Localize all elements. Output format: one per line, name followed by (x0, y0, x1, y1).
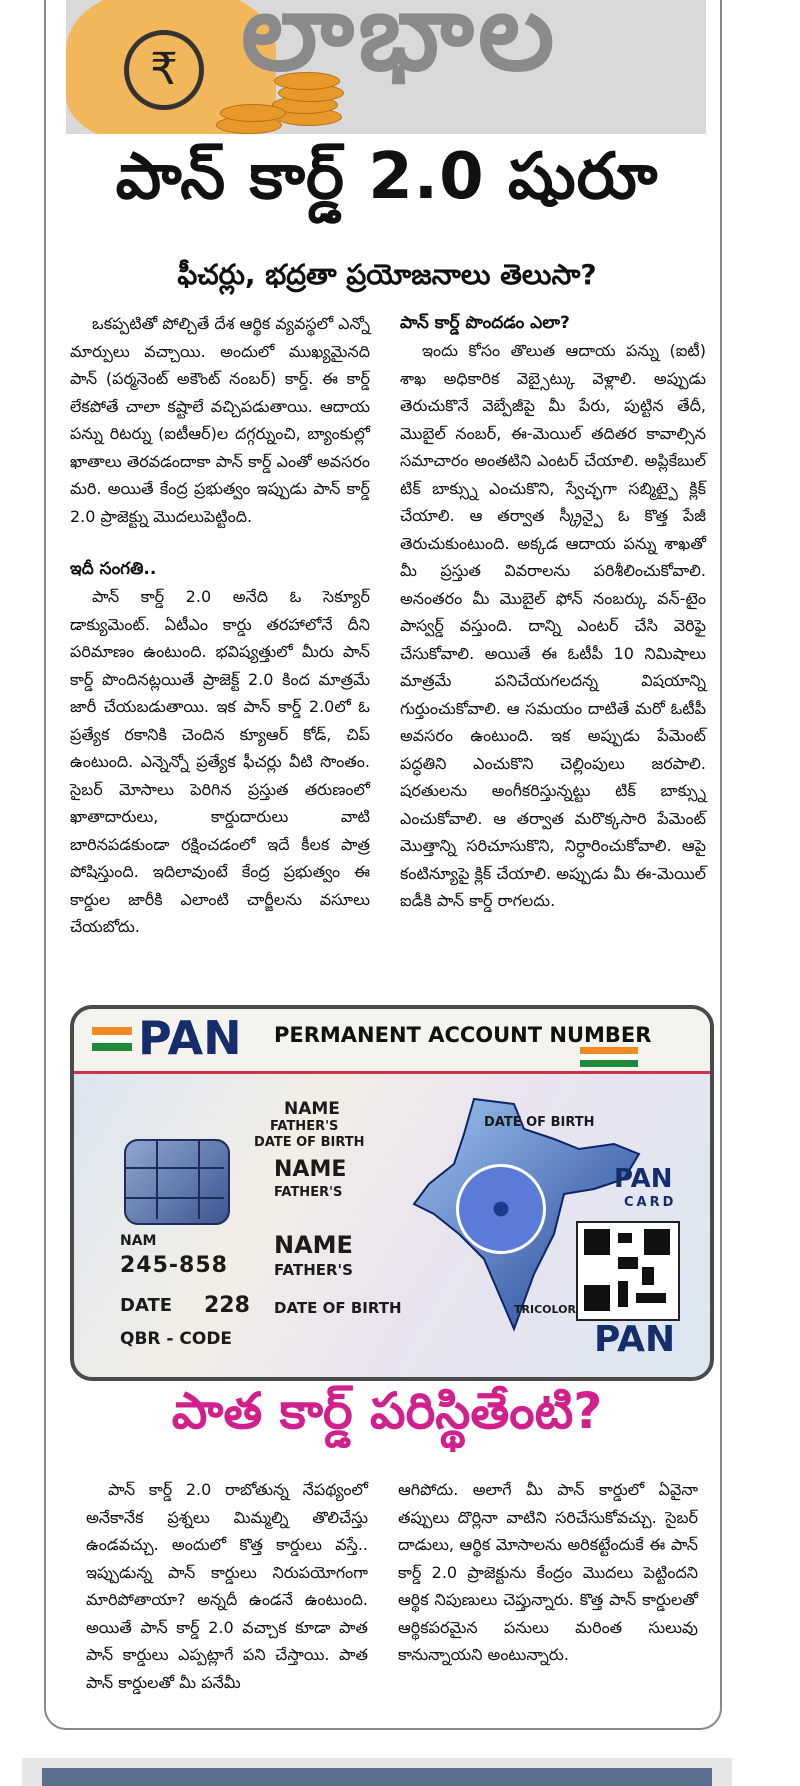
intro-paragraph: ఒకప్పటితో పోల్చితే దేశ ఆర్థిక వ్యవస్థలో ఎన్నో మార్పులు వచ్చాయి. అందులో ముఖ్యమైనది పాన్ (పర్మనెంట్ అకౌంట్ నంబర్) కార్డ్. ఈ కార్డ్ లేకపోతే చాలా కష్టాలే వచ్చిపడుతాయి. ఆదాయ పన్ను రిటర్ను (ఐటీఆర్)ల దగ్గర్నుంచి, బ్యాంకుల్లో ఖాతాలు తెరవడందాకా పాన్ కార్డ్ ఎంతో అవసరం మరి. అయితే కేంద్ర ప్రభుత్వం ఇప్పుడు పాన్ కార్డ్ 2.0 ప్రాజెక్ట్ను మొదలుపెట్టింది. (70, 314, 370, 526)
card-label: QBR - CODE (120, 1329, 233, 1349)
section-subhead: పాన్ కార్డ్ పొందడం ఎలా? (400, 313, 570, 333)
card-pan-label: PAN (614, 1164, 673, 1194)
india-flag-icon (92, 1027, 132, 1051)
rupee-icon: ₹ (124, 30, 204, 110)
page-footer-strip (22, 1758, 732, 1786)
section-masthead: లాభాల (241, 0, 559, 95)
chip-icon (124, 1139, 230, 1225)
card-label: DATE (120, 1295, 173, 1316)
pan-card-illustration (70, 1005, 714, 1381)
card-label: FATHER'S (274, 1261, 353, 1279)
card-pan-bottom: PAN (594, 1319, 676, 1360)
card-title: PERMANENT ACCOUNT NUMBER (274, 1023, 652, 1047)
body-paragraph: పాన్ కార్డ్ 2.0 అనేది ఓ సెక్యూర్ డాక్యుమెంట్. ఏటీఎం కార్డు తరహాలోనే దీని పరిమాణం ఉంటుంది. భవిష్యత్తులో మీరు పాన్ కార్డ్ పొందినట్లయితే ప్రాజెక్ట్ 2.0 కింద మాత్రమే జారీ చేయబడుతాయి. ఇక పాన్ కార్డ్ 2.0లో ఓ ప్రత్యేక రకానికి చెందిన క్యూఆర్ కోడ్, చిప్ ఉంటుంది. ఎన్నెన్నో ప్రత్యేక ఫీచర్లు వీటి సొంతం. సైబర్ మోసాలు పెరిగిన ప్రస్తుత తరుణంలో ఖాతాదారులు, కార్డుదారులు వాటి బారినపడకుండా రక్షించడంలో ఇదే కీలక పాత్ర పోషిస్తుంది. ఇదిలావుంటే కేంద్ర ప్రభుత్వం ఈ కార్డుల జారీకి ఎలాంటి చార్జీలను వసూలు చేయబోదు. (70, 587, 370, 936)
left-column (70, 310, 370, 941)
page-title: పాన్ కార్డ్ 2.0 షురూ (115, 140, 659, 214)
card-label: FATHER'S (274, 1185, 343, 1200)
bottom-left-column (86, 1476, 368, 1696)
card-header (74, 1009, 710, 1074)
card-label: NAME (284, 1099, 340, 1119)
body-paragraph: ఆగిపోదు. అలాగే మీ పాన్ కార్డులో ఏవైనా తప్పులు దొర్లినా వాటిని సరిచేసుకోవచ్చు. సైబర్ దాడులు, ఆర్థిక మోసాలను అరికట్టేందుకే ఈ పాన్ కార్డ్ 2.0 ప్రాజెక్టును కేంద్రం మొదలు పెట్టిందని ఆర్థిక నిపుణులు చెప్తున్నారు. కొత్త పాన్ కార్డులతో ఆర్థికపరమైన పనులు మరింత సులువు కానున్నాయని అంటున్నారు. (398, 1480, 698, 1664)
section-banner (66, 0, 706, 134)
card-label: DATE OF BIRTH (484, 1115, 595, 1130)
card-label: NAME (274, 1157, 347, 1182)
section-heading: పాత కార్డ్ పరిస్థితేంటి? (171, 1382, 603, 1440)
ashoka-chakra-icon (456, 1164, 546, 1254)
page-subtitle: ఫీచర్లు, భద్రతా ప్రయోజనాలు తెలుసా? (177, 258, 597, 291)
card-date-value: 228 (204, 1293, 250, 1318)
card-pan-label: CARD (624, 1195, 677, 1210)
card-label: DATE OF BIRTH (274, 1299, 402, 1317)
bottom-right-column (398, 1476, 698, 1669)
card-label: NAME (274, 1231, 353, 1259)
card-label: DATE OF BIRTH (254, 1135, 365, 1150)
card-brand: PAN (138, 1011, 242, 1065)
body-paragraph: ఇందు కోసం తొలుత ఆదాయ పన్ను (ఐటీ) శాఖ అధికారిక వెబ్సైట్కు వెళ్లాలి. అప్పుడు తెరుచుకొనే వెబ్పేజీపై మీ పేరు, పుట్టిన తేదీ, మొబైల్ నంబర్, ఈ-మెయిల్ తదితర కావాల్సిన సమాచారం అంతటిని ఎంటర్ చేయాలి. అప్లికేబుల్ టిక్ బాక్స్ను ఎంచుకొని, స్వేచ్ఛగా సబ్మిట్పై క్లిక్ చేయాలి. ఆ తర్వాత స్క్రీన్పై ఓ కొత్త పేజీ తెరుచుకుంటుంది. అక్కడ ఆదాయ పన్ను శాఖతో మీ ప్రస్తుత వివరాలను పరిశీలించుకోవాలి. అనంతరం మీ మొబైల్ ఫోన్ నంబర్కు వన్-టైం పాస్వర్డ్ వస్తుంది. దాన్ని ఎంటర్ చేసి వెరిఫై చేసుకోవాలి. అయితే ఈ ఓటీపీ 10 నిమిషాలు మాత్రమే పనిచేయగలదన్న విషయాన్ని గుర్తుంచుకోవాలి. ఆ సమయం దాటితే మరో ఓటీపీ అవసరం ఉంటుంది. ఇక అప్పుడు పేమెంట్ పద్ధతిని ఎంచుకొని చెల్లింపులు జరపాలి. షరతులను అంగీకరిస్తున్నట్టు టిక్ బాక్స్ను ఎంచుకోవాలి. ఆ తర్వాత మరొక్కసారి పేమెంట్ మొత్తాన్ని సరిచూసుకొని, నిర్ధారించుకోవాలి. ఆపై కంటిన్యూపై క్లిక్ చేయాలి. అప్పుడు మీ ఈ-మెయిల్ ఐడీకి పాన్ కార్డ్ రాగలదు. (400, 341, 706, 910)
section-subhead: ఇదీ సంగతి.. (70, 559, 157, 579)
card-label: TRICOLOR (514, 1303, 576, 1316)
card-label: FATHER'S (270, 1119, 339, 1134)
card-number: 245-858 (120, 1253, 228, 1278)
right-column (400, 310, 706, 915)
qr-code-icon (576, 1221, 680, 1321)
body-paragraph: పాన్ కార్డ్ 2.0 రాబోతున్న నేపథ్యంలో అనేకానేక ప్రశ్నలు మిమ్మల్ని తొలిచేస్తు ఉండవచ్చు. అందులో కొత్త కార్డులు వస్తే.. ఇప్పుడున్న పాన్ కార్డులు నిరుపయోగంగా మారిపోతాయా? అన్నదీ ఉండనే ఉంటుంది. అయితే పాన్ కార్డ్ 2.0 వచ్చాక కూడా పాత పాన్ కార్డులు ఎప్పట్లాగే పని చేస్తాయి. పాత పాన్ కార్డులతో మీ పనేమీ (86, 1480, 368, 1692)
card-label: NAM (120, 1233, 157, 1249)
india-flag-icon (580, 1047, 638, 1067)
